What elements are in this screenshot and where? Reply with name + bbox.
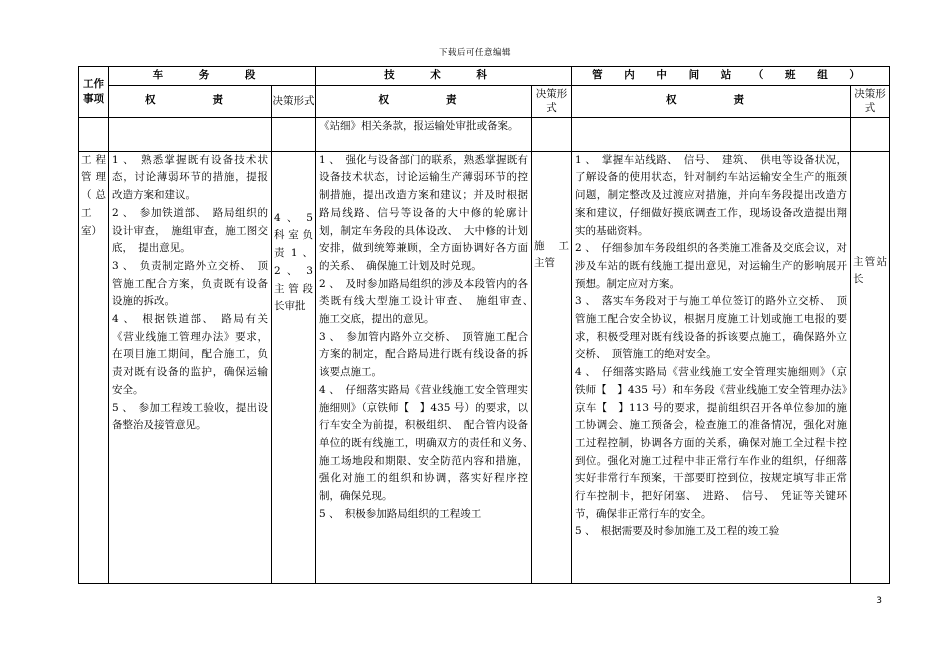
carry-over-row [79, 117, 890, 151]
section-header-row [79, 67, 890, 86]
depot-rights-cell: 1 、 熟悉掌握既有设备技术状态，讨论薄弱环节的措施，提报改造方案和建议。 2 、 参加铁道部、 路局组织的设计审查， 施组审查，施工图交底， 提出意见。 3 、 负责制定路外立交桥、 顶管施工配合方案，负责既有设备设施的拆改。 4 、 根据铁道部、 路局有关《营业线施工管理办法》要求，在项目施工期间，配合施工，负责对既有设备的监护，确保运输安全。 5 、 参加工程竣工验收，提出设备整治及接管意见。 [109, 151, 272, 583]
station-decision-header: 决策形式 [851, 85, 890, 117]
carry-depot-rights-cell [109, 117, 272, 151]
depot-rights-header: 权 责 [109, 85, 272, 117]
tech-rights-header: 权 责 [316, 85, 532, 117]
station-decision-cell: 主管站长 [851, 151, 890, 583]
work-item-cell: 工程管理（总工室） [79, 151, 109, 583]
depot-decision-header: 决策形式 [272, 85, 316, 117]
tech-decision-cell: 施 工主管 [532, 151, 572, 583]
station-rights-cell: 1 、 掌握车站线路、 信号、 建筑、 供电等设备状况，了解设备的使用状态，针对制约车站运输安全生产的瓶颈问题，制定整改及过渡应对措施，并向车务段提出改造方案和建议，仔细做好摸底调查工作，现场设备改造提出翔实的基础资料。 2 、 仔细参加车务段组织的各类施工准备及交底会议，对涉及车站的既有线施工提出意见，对运输生产的影响展开预想。制定应对方案。 3 、 落实车务段对于与施工单位签订的路外立交桥、 顶管施工配合安全协议，根据月度施工计划或施工电报的要求，积极受理对既有线设备的拆该要点施工，确保路外立交桥、 顶管施工的绝对安全。 4 、 仔细落实路局《营业线施工安全管理实施细则》（京铁师【 】435 号）和车务段《营业线施工安全管理办法》京车【 】113 号的要求，提前组织召开各单位参加的施工协调会、施工预备会，检查施工的准备情况，强化对施工过程控制，协调各方面的关系，确保对施工全过程卡控到位。强化对施工过程中非正常行车作业的组织，仔细落实好非常行车预案，干部要盯控到位，按规定填写非正常行车控制卡，把好闭塞、 进路、 信号、 凭证等关键环节，确保非正常行车的安全。 5 、 根据需要及时参加施工及工程的竣工验 [572, 151, 851, 583]
page-number: 3 [876, 596, 882, 606]
depot-section-title: 车 务 段 [109, 67, 316, 86]
sub-header-row [79, 85, 890, 117]
tech-decision-header: 决策形式 [532, 85, 572, 117]
tech-section-title: 技 术 科 [316, 67, 572, 86]
depot-decision-cell: 4 、 5 科室负责 1 、 2 、 3 主管段长审批 [272, 151, 316, 583]
station-section-title: 管 内 中 间 站 （ 班 组 ） [572, 67, 890, 86]
work-item-header: 工作事项 [79, 67, 109, 118]
carry-station-decision-cell [851, 117, 890, 151]
station-rights-header: 权 责 [572, 85, 851, 117]
carry-tech-decision-cell [532, 117, 572, 151]
carry-tech-rights-cell: 《站细》相关条款，报运输处审批或备案。 [316, 117, 532, 151]
responsibility-table [78, 66, 890, 584]
carry-station-rights-cell [572, 117, 851, 151]
tech-rights-cell: 1 、 强化与设备部门的联系，熟悉掌握既有设备技术状态，讨论运输生产薄弱环节的控制措施，提出改造方案和建议；并及时根据路局线路、信号等设备的大中修的轮廓计划，制定车务段的具体设改、 大中修的计划安排，做到统筹兼顾，全方面协调好各方面的关系、 确保施工计划及时兑现。 2 、 及时参加路局组织的涉及本段管内的各类既有线大型施工设计审查、 施组审查、 施工交底，提出的意见。 3 、 参加管内路外立交桥、 顶管施工配合方案的制定，配合路局进行既有线设备的拆该要点施工。 4 、 仔细落实路局《营业线施工安全管理实施细则》（京铁师【 】435 号）的要求，以行车安全为前提，积极组织、 配合管内设备单位的既有线施工，明确双方的责任和义务、 施工场地段和期限、安全防范内容和措施，强化对施工的组织和协调，落实好程序控制，确保兑现。 5 、 积极参加路局组织的工程竣工 [316, 151, 532, 583]
carry-depot-decision-cell [272, 117, 316, 151]
header-note: 下载后可任意编辑 [438, 48, 511, 58]
carry-work-cell [79, 117, 109, 151]
engineering-management-row [79, 151, 890, 583]
